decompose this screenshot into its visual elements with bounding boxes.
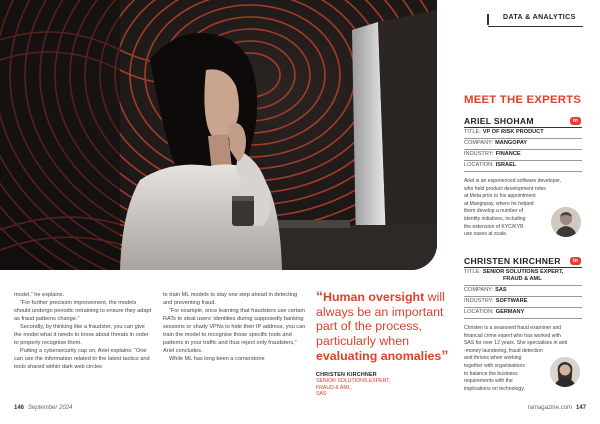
expert-field-title: TITLE: VP OF RISK PRODUCT <box>464 129 544 135</box>
right-page-footer <box>528 405 586 411</box>
expert-field-location: LOCATION: GERMANY <box>464 309 525 315</box>
section-marker <box>487 14 489 25</box>
pull-quote <box>316 289 458 398</box>
expert-field-location: LOCATION: ISRAEL <box>464 162 517 168</box>
field-divider <box>464 149 582 150</box>
woman-at-computer-photo <box>0 0 437 270</box>
pull-quote-role-line: SAS <box>316 391 327 398</box>
paragraph: model,” he explains. <box>14 292 65 298</box>
expert-field-title: TITLE: SENIOR SOLUTIONS EXPERT, FRAUD & AML <box>464 269 564 283</box>
paragraph: While ML has long been a cornerstone <box>169 356 265 362</box>
site-url[interactable]: ramagazine.com <box>527 405 572 411</box>
pull-quote-bold-tail: evaluating anomalies <box>316 349 442 364</box>
page-number: 146 <box>14 405 25 411</box>
pull-quote-text <box>316 289 458 364</box>
article-column-1 <box>14 291 154 371</box>
linkedin-icon[interactable]: in <box>570 257 581 265</box>
open-quote-mark: “ <box>316 288 323 304</box>
pull-quote-middle: will always be an important part of the process, particularly when <box>316 290 445 348</box>
issue-date: September 2024 <box>28 405 73 411</box>
paragraph: Secondly, by thinking like a fraudster, you can give the model what it needs to know about threats in order to properly recognise them. <box>14 324 149 346</box>
pull-quote-attribution-name: CHRISTEN KIRCHNER <box>316 371 377 378</box>
linkedin-icon[interactable]: in <box>570 117 581 125</box>
field-divider <box>464 318 582 319</box>
pull-quote-bold-lead: Human oversight <box>323 290 425 304</box>
section-divider <box>488 26 583 27</box>
expert-headshot <box>551 207 581 237</box>
expert-divider <box>464 127 582 128</box>
article-column-2 <box>163 291 306 363</box>
field-divider <box>464 296 582 297</box>
section-label: DATA & ANALYTICS <box>503 14 576 21</box>
left-page-footer <box>14 405 72 411</box>
field-divider <box>464 285 582 286</box>
expert-field-company: COMPANY: SAS <box>464 287 507 293</box>
paragraph: Putting a cybersecurity cap on, Ariel explains: “One can use the information related to the latest tactics and tools shared within dark web circles <box>14 348 150 370</box>
woman-portrait-icon <box>550 357 580 387</box>
close-quote-mark: ” <box>441 347 449 364</box>
experts-heading: MEET THE EXPERTS <box>464 94 582 106</box>
expert-field-industry: INDUSTRY: FINANCE <box>464 151 521 157</box>
pull-quote-role-line: SENIOR SOLUTIONS EXPERT, <box>316 377 391 384</box>
paragraph: to train ML models to stay one step ahead in detecting and preventing fraud. <box>163 292 298 306</box>
paragraph: “For further precision improvement, the models should undergo periodic retraining to ensure they adapt as fraud patterns change.” <box>14 300 152 322</box>
man-portrait-icon <box>551 207 581 237</box>
expert-bio: Christen is a seasoned fraud examiner and financial crime expert who has worked with SAS for over 12 years. She specialises in anti -money laundering, fraud detection and thrives when working together with organisations to balance the business requirements with the implications on technology. <box>464 325 568 392</box>
hero-photo <box>0 0 437 270</box>
expert-field-company: COMPANY: MANGOPAY <box>464 140 528 146</box>
expert-divider <box>464 267 582 268</box>
field-divider <box>464 160 582 161</box>
expert-field-industry: INDUSTRY: SOFTWARE <box>464 298 528 304</box>
field-divider <box>464 171 582 172</box>
page-number: 147 <box>575 405 586 411</box>
field-divider <box>464 307 582 308</box>
pull-quote-role-line: FRAUD & AML, <box>316 384 353 391</box>
expert-name: ARIEL SHOHAM <box>464 116 534 126</box>
expert-bio: Ariel is an experienced software developer, who held product development roles at Meta prior to his appointment at Mangopay, where he helped them develop a number of identity initiatives, including the extension of KYC/KYB use cases at scale. <box>464 178 562 238</box>
paragraph: “For example, once learning that fraudsters use certain RATs to steal users’ identities during supposedly banking sessions or shady VPNs to hide their IP address, you can train the model to recognise those specific tools and patterns in your traffic and thus reject only fraudsters,” Ariel concludes. <box>163 308 306 354</box>
field-divider <box>464 138 582 139</box>
expert-headshot <box>550 357 580 387</box>
expert-name: CHRISTEN KIRCHNER <box>464 256 561 266</box>
